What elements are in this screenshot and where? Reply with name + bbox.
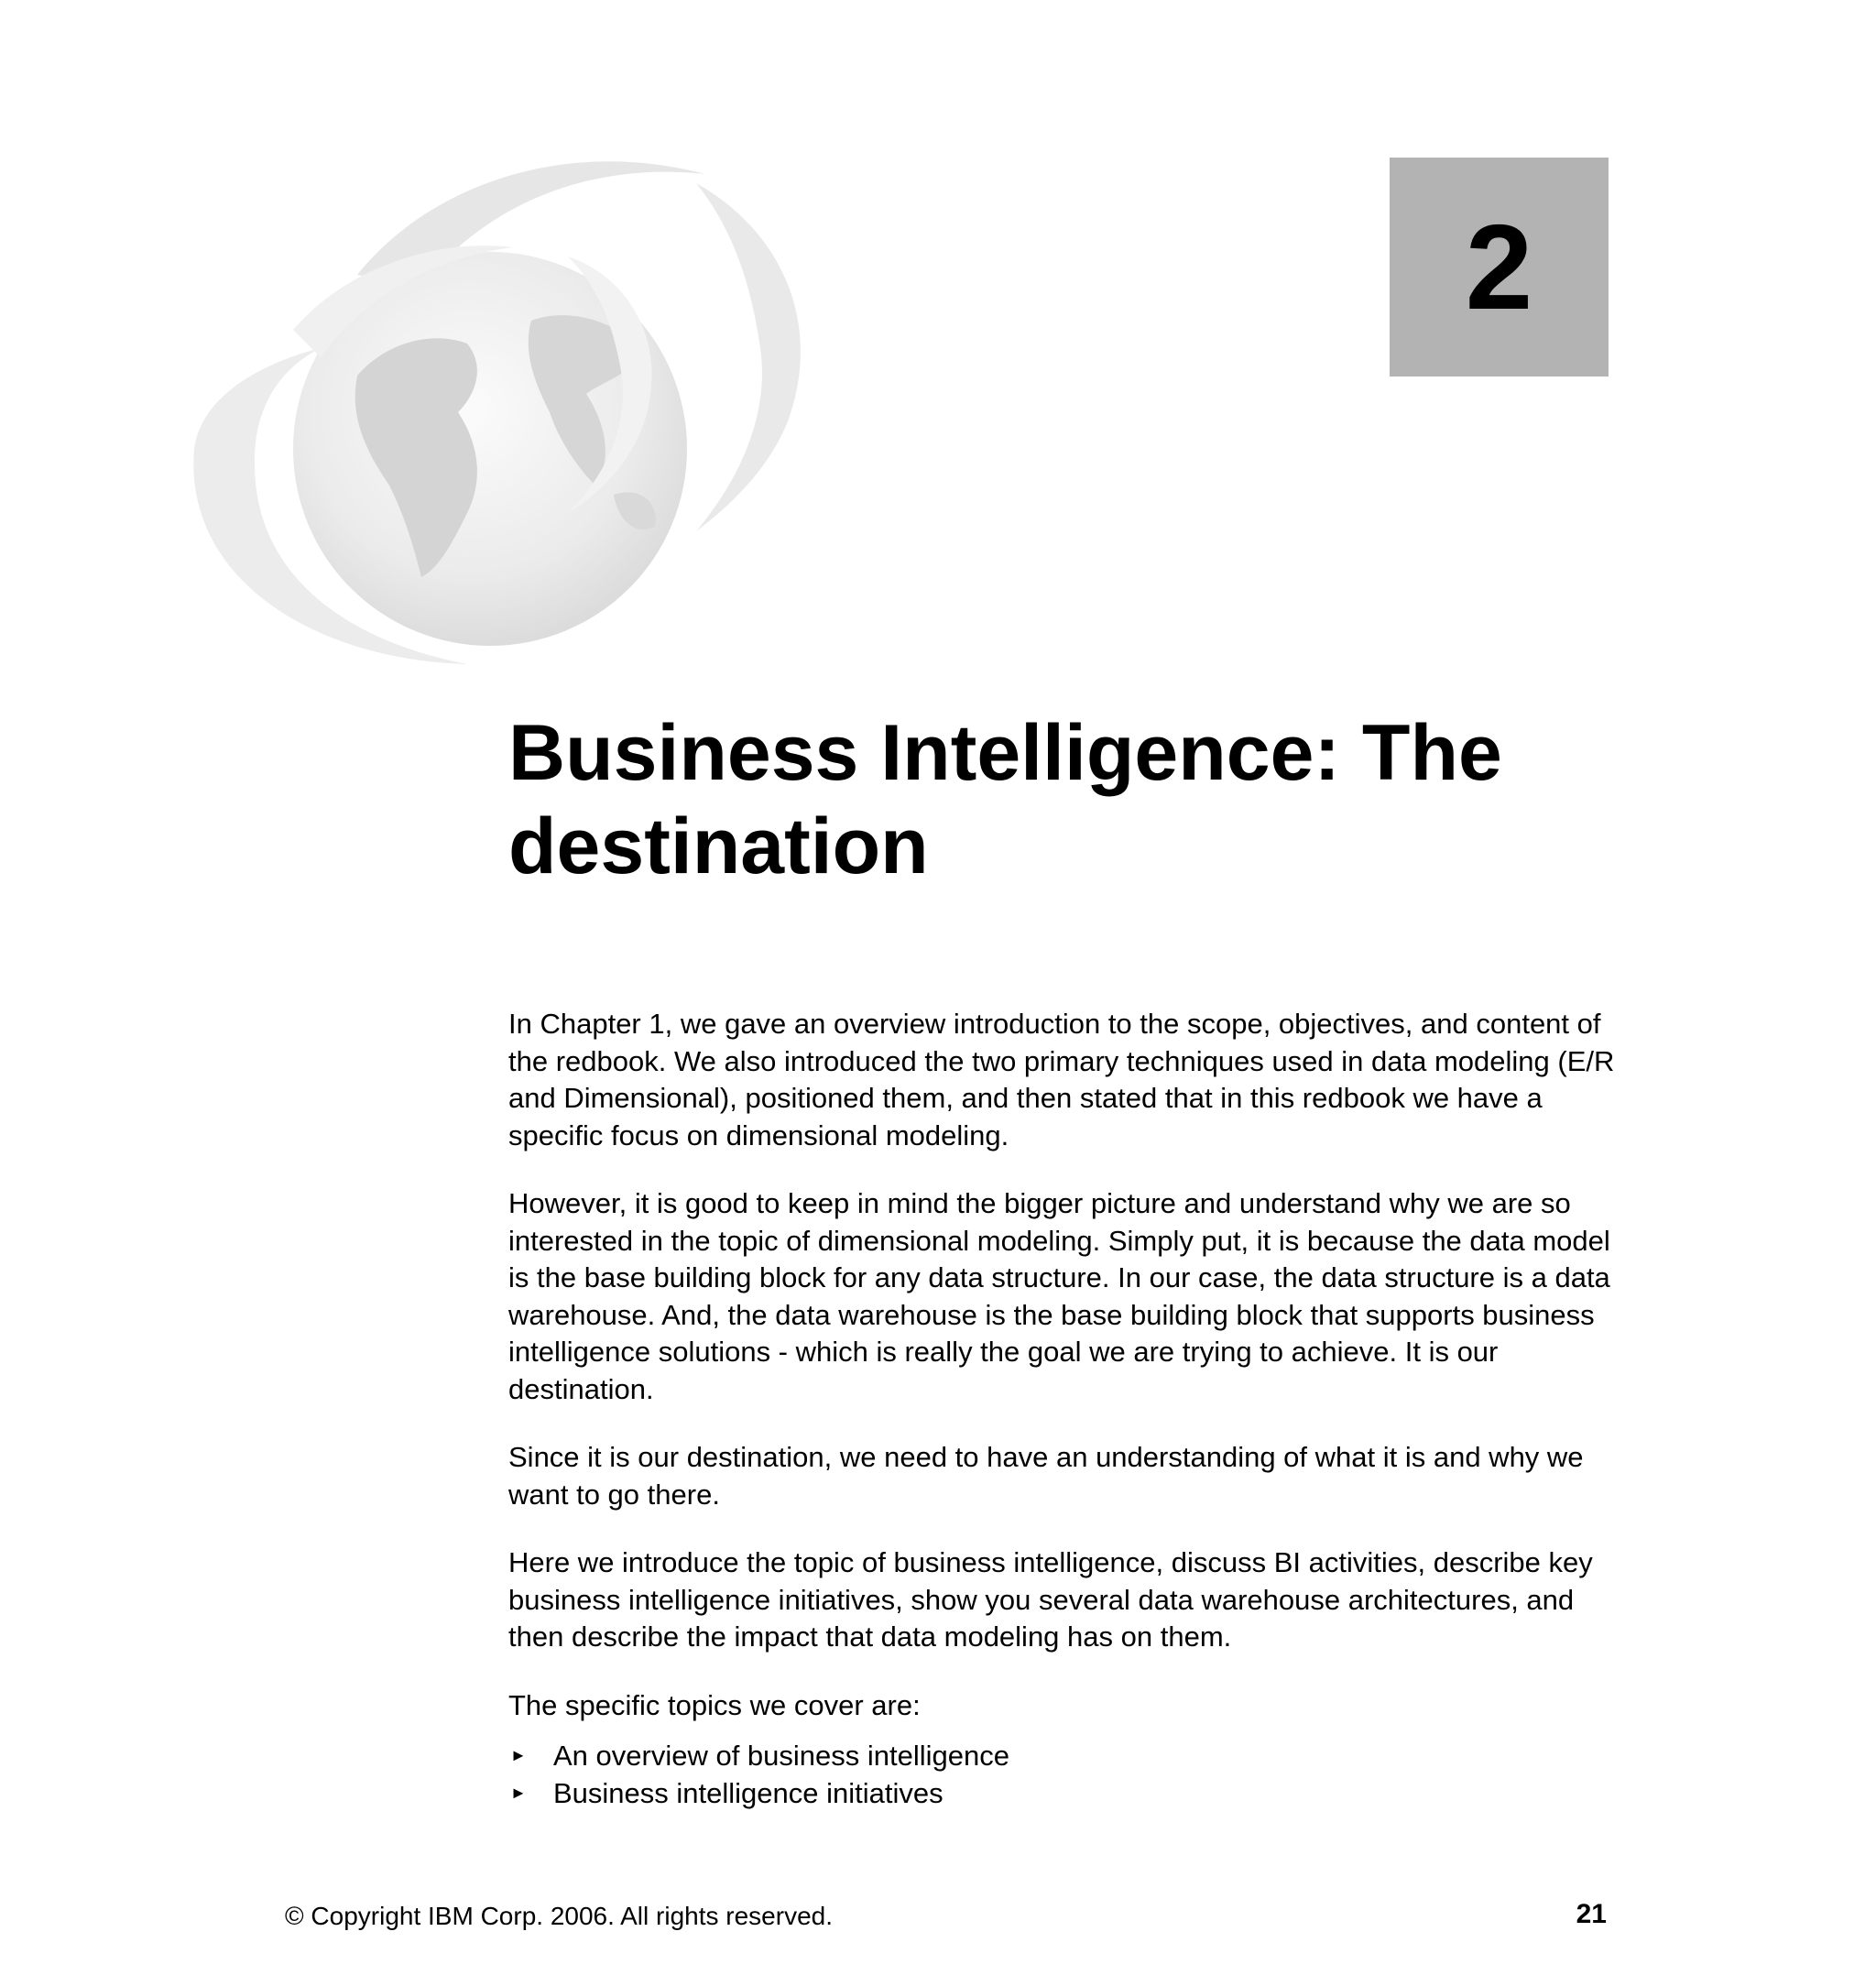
chapter-number: 2: [1465, 199, 1533, 334]
paragraph: Here we introduce the topic of business intelligence, discuss BI activities, describe key business intelligence initiatives, show you several data warehouse architectures, and then describe the impact that data modeling has on them.: [508, 1546, 1593, 1653]
globe-swirl-logo-icon: [183, 147, 843, 678]
triangle-right-icon: ►: [510, 1746, 527, 1764]
list-item: [508, 1737, 1621, 1774]
list-item-label: An overview of business intelligence: [553, 1740, 1009, 1772]
list-item: [508, 1774, 1621, 1812]
chapter-title: Business Intelligence: The destination: [508, 709, 1502, 890]
chapter-number-box: [1390, 158, 1609, 376]
paragraph: However, it is good to keep in mind the bigger picture and understand why we are so interested in the topic of dimensional modeling. Simply put, it is because the data model is the base building block for any data structure. In our case, the data structure is a data warehouse. And, the data warehouse is the base building block that supports business intelligence solutions - which is really the goal we are trying to achieve. It is our destination.: [508, 1187, 1610, 1405]
copyright-notice: © Copyright IBM Corp. 2006. All rights reserved.: [285, 1902, 833, 1930]
topic-list: [508, 1737, 1621, 1812]
paragraph: Since it is our destination, we need to have an understanding of what it is and why we want to go there.: [508, 1441, 1584, 1511]
paragraph: In Chapter 1, we gave an overview introduction to the scope, objectives, and content of the redbook. We also introduced the two primary techniques used in data modeling (E/R and Dimensional), positioned them, and then stated that in this redbook we have a specific focus on dimensional modeling.: [508, 1008, 1615, 1151]
topics-intro: The specific topics we cover are:: [508, 1688, 921, 1721]
list-item-label: Business intelligence initiatives: [553, 1777, 943, 1809]
chapter-body: [508, 1006, 1621, 1812]
triangle-right-icon: ►: [510, 1784, 527, 1802]
page-number: 21: [1576, 1899, 1607, 1929]
